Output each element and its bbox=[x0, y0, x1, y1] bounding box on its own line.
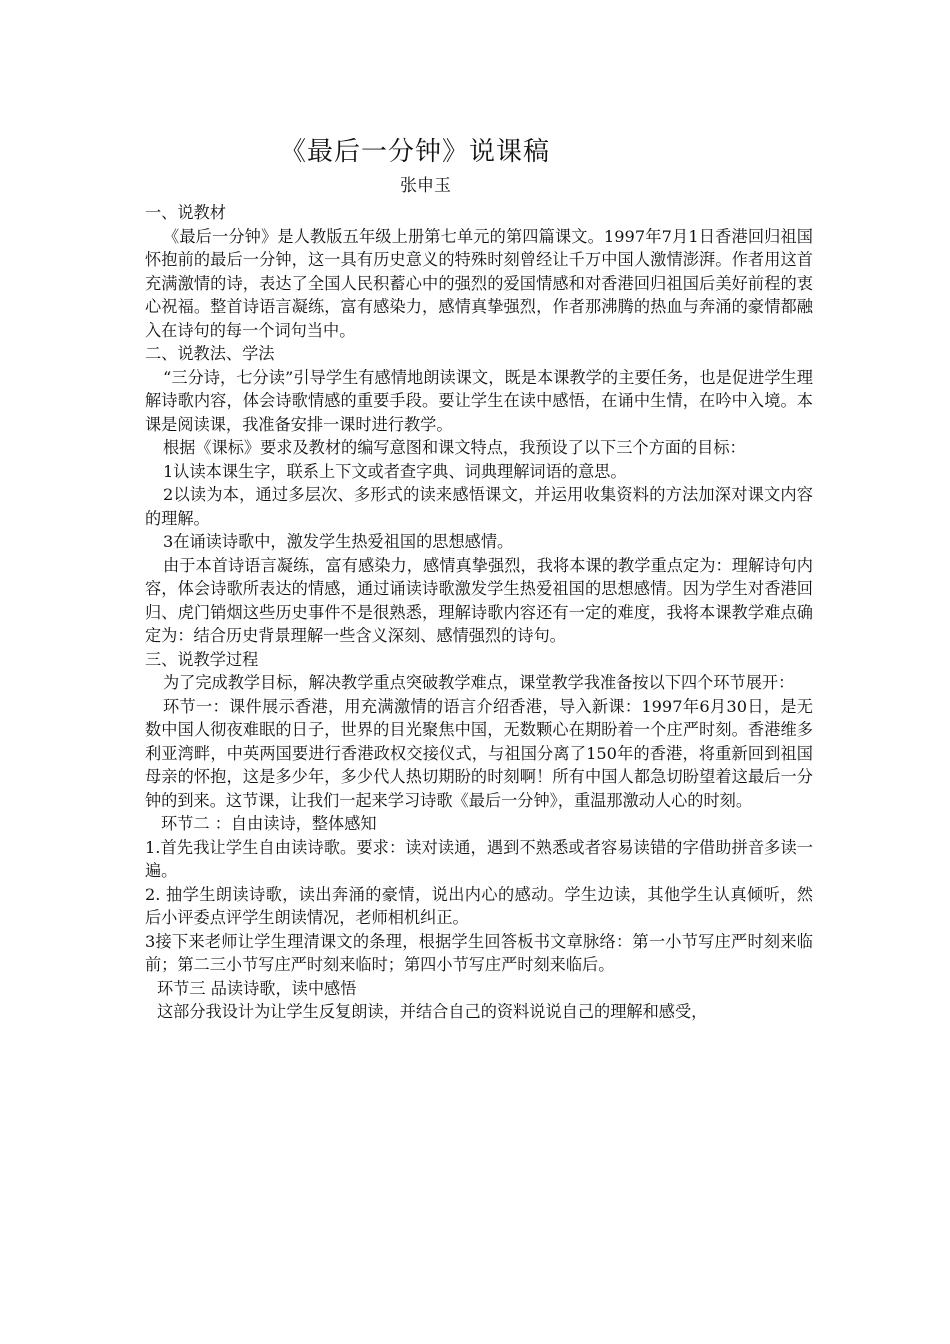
document-author: 张申玉 bbox=[400, 176, 451, 196]
paragraph: 由于本首诗语言凝练，富有感染力，感情真挚强烈，我将本课的教学重点定为：理解诗句内容，体会诗歌所表达的情感，通过诵读诗歌激发学生热爱祖国的思想感情。因为学生对香港回归、虎门销烟这些历史事件不是很熟悉，理解诗歌内容还有一定的难度，我将本课教学难点确定为：结合历史背景理解一些含义深刻、感情强烈的诗句。 bbox=[145, 555, 813, 645]
paragraph-heading-or-item: 一、说教材 bbox=[145, 203, 226, 222]
paragraph-heading-or-item: 2. 抽学生朗读诗歌，读出奔涌的豪情，说出内心的感动。学生边读，其他学生认真倾听，然后小评委点评学生朗读情况，老师相机纠正。 bbox=[145, 884, 813, 927]
paragraph: 环节二 ：自由读诗，整体感知 bbox=[161, 814, 377, 833]
paragraph-heading-or-item: 二、说教法、学法 bbox=[145, 344, 275, 363]
paragraph: 根据《课标》要求及教材的编写意图和课文特点，我预设了以下三个方面的目标： bbox=[163, 438, 746, 457]
paragraph-heading-or-item: 1.首先我让学生自由读诗歌。要求：读对读通，遇到不熟悉或者容易读错的字借助拼音多读一遍。 bbox=[145, 837, 813, 880]
paragraph-heading-or-item: 三、说教学过程 bbox=[145, 649, 259, 669]
document-title: 《最后一分钟》说课稿 bbox=[280, 137, 551, 167]
paragraph: 《最后一分钟》是人教版五年级上册第七单元的第四篇课文。1997年7月1日香港回归祖国怀抱前的最后一分钟，这一具有历史意义的特殊时刻曾经让千万中国人激情澎湃。作者用这首充满激情的诗，表达了全国人民积蓄心中的强烈的爱国情感和对香港回归祖国后美好前程的衷心祝福。整首诗语言凝练，富有感染力，感情真挚强烈，作者那沸腾的热血与奔涌的豪情都融入在诗句的每一个词句当中。 bbox=[145, 226, 813, 340]
paragraph: 环节一：课件展示香港，用充满激情的语言介绍香港，导入新课：1997年6月30日，是无数中国人彻夜难眠的日子，世界的目光聚焦中国，无数颗心在期盼着一个庄严时刻。香港维多利亚湾畔，中英两国要进行香港政权交接仪式，与祖国分离了150年的香港，将重新回到祖国母亲的怀抱，这是多少年，多少代人热切期盼的时刻啊！所有中国人都急切盼望着这最后一分钟的到来。这节课，让我们一起来学习诗歌《最后一分钟》，重温那激动人心的时刻。 bbox=[145, 696, 813, 810]
paragraph: 环节三 品读诗歌，读中感悟 bbox=[157, 978, 357, 998]
paragraph: 1认读本课生字，联系上下文或者查字典、词典理解词语的意思。 bbox=[163, 461, 627, 481]
paragraph: 2以读为本，通过多层次、多形式的读来感悟课文，并运用收集资料的方法加深对课文内容的理解。 bbox=[145, 485, 813, 528]
paragraph: 为了完成教学目标，解决教学重点突破教学难点，课堂教学我准备按以下四个环节展开： bbox=[163, 673, 795, 692]
document-body bbox=[145, 201, 813, 1024]
paragraph-heading-or-item: 3接下来老师让学生理清课文的条理，根据学生回答板书文章脉络：第一小节写庄严时刻来临前；第二三小节写庄严时刻来临时；第四小节写庄严时刻来临后。 bbox=[145, 931, 813, 974]
paragraph: 这部分我设计为让学生反复朗读，并结合自己的资料说说自己的理解和感受， bbox=[157, 1002, 708, 1021]
paragraph: “三分诗，七分读”引导学生有感情地朗读课文，既是本课教学的主要任务，也是促进学生理解诗歌内容，体会诗歌情感的重要手段。要让学生在读中感悟，在诵中生情，在吟中入境。本课是阅读课，我准备安排一课时进行教学。 bbox=[145, 367, 813, 434]
paragraph: 3在诵读诗歌中，激发学生热爱祖国的思想感情。 bbox=[163, 532, 514, 551]
